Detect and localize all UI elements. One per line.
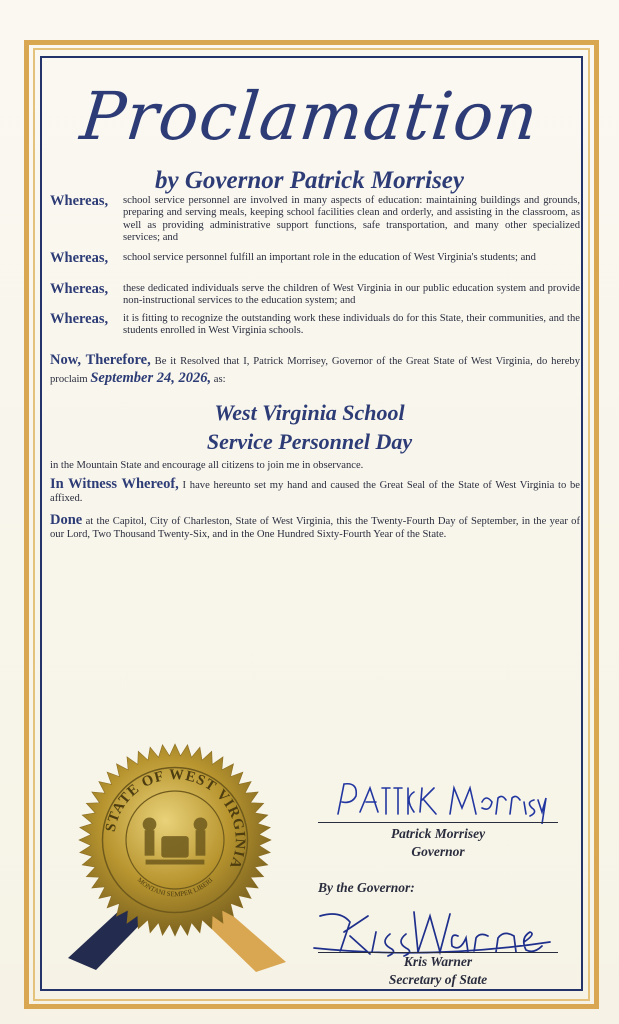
- witness-lead: In Witness Whereof,: [50, 476, 179, 492]
- whereas-lead: Whereas,: [50, 281, 109, 297]
- therefore-lead: Now, Therefore,: [50, 352, 151, 368]
- whereas-text: school service personnel fulfill an important role in the education of West Virginia's students; and: [123, 252, 536, 263]
- done-clause: [50, 514, 580, 541]
- whereas-lead: Whereas,: [50, 250, 109, 266]
- observance-text: in the Mountain State and encourage all citizens to join me in observance.: [50, 460, 364, 471]
- secretary-signature: [310, 902, 560, 962]
- by-the-governor: By the Governor:: [318, 880, 415, 895]
- governor-signature: [330, 778, 550, 824]
- therefore-after: as:: [213, 374, 226, 385]
- great-seal-icon: [77, 742, 273, 938]
- therefore-text: Be it Resolved that I, Patrick Morrisey, Governor of the Great State of West Virginia, do hereby proclaim: [50, 356, 580, 385]
- whereas-clause-2: [50, 252, 580, 264]
- whereas-text: it is fitting to recognize the outstanding work these individuals do for this State, their communities, and the students enrolled in West Virginia schools.: [123, 313, 580, 337]
- seal-ring-text: STATE OF WEST VIRGINIA: [102, 767, 248, 872]
- governor-signature-line: [318, 822, 558, 823]
- done-text: at the Capitol, City of Charleston, State of West Virginia, this the Twenty-Fourth Day of September, in the year of our Lord, Two Thousand Twenty-Six, and in the One Hundred Sixty-Fourth Year of the State.: [50, 516, 580, 540]
- whereas-clause-1: [50, 195, 580, 245]
- witness-text: I have hereunto set my hand and caused the Great Seal of the State of West Virginia to be affixed.: [50, 480, 580, 504]
- seal-motto: MONTANI SEMPER LIBERI: [135, 876, 215, 899]
- done-lead: Done: [50, 512, 83, 528]
- whereas-clause-3: [50, 283, 580, 308]
- governor-name: Patrick Morrisey: [390, 826, 486, 841]
- secretary-name: Kris Warner: [403, 954, 473, 969]
- day-title-line-2: Service Personnel Day: [206, 429, 413, 454]
- witness-clause: [50, 478, 580, 505]
- proclamation-title: Proclamation: [76, 78, 542, 155]
- whereas-lead: Whereas,: [50, 193, 109, 209]
- secretary-signature-line: [318, 952, 558, 953]
- proclamation-subtitle: by Governor Patrick Morrisey: [155, 167, 464, 194]
- governor-title: Governor: [411, 844, 465, 859]
- whereas-text: school service personnel are involved in many aspects of education: maintaining buildings and grounds, preparing and serving meals, keeping school facilities clean and orderly, and assisting in the classroom, as well as providing administrative support functions, safe transportation, and many other specialized services; and: [123, 195, 580, 244]
- proclamation-date: September 24, 2026,: [90, 370, 212, 386]
- therefore-clause: [50, 352, 580, 388]
- whereas-lead: Whereas,: [50, 311, 109, 327]
- whereas-text: these dedicated individuals serve the children of West Virginia in our public education system and provide non-instructional services to the education system; and: [123, 283, 580, 307]
- day-title-line-1: West Virginia School: [214, 400, 405, 425]
- whereas-clause-4: [50, 313, 580, 338]
- secretary-title: Secretary of State: [388, 972, 488, 987]
